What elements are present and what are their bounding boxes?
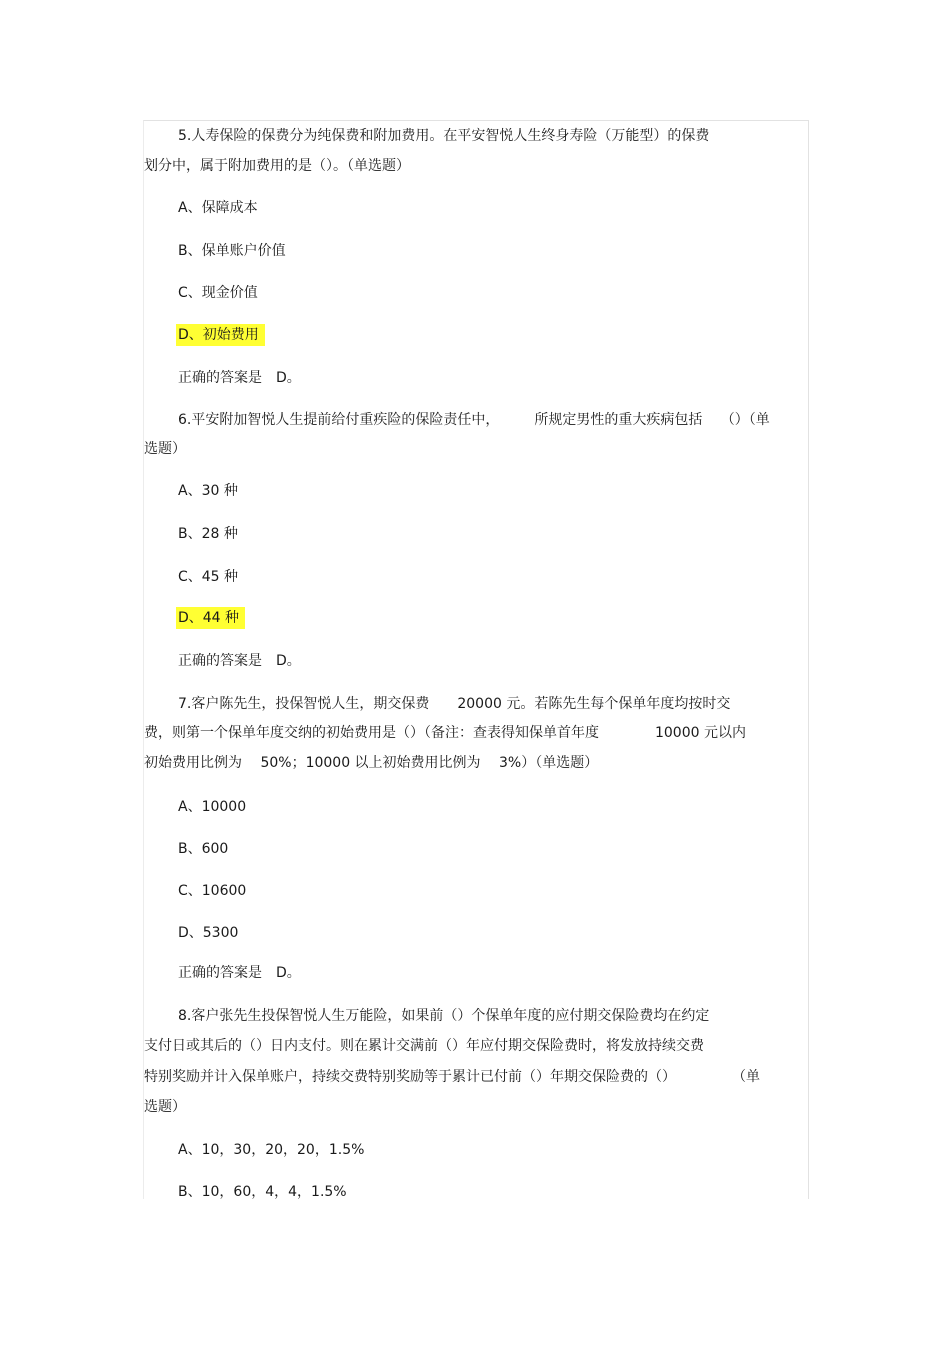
question-6-option-d-highlighted: D、44 种 (176, 607, 245, 629)
question-5-option-a: A、保障成本 (178, 200, 258, 216)
question-7-option-c: C、10600 (178, 883, 247, 899)
question-7-line-2: 费，则第一个保单年度交纳的初始费用是（）（备注：查表得知保单首年度 10000 元以内 (144, 725, 746, 741)
question-5-line-2: 划分中，属于附加费用的是（）。（单选题） (144, 158, 410, 174)
question-7-option-a: A、10000 (178, 799, 247, 815)
question-6-option-b: B、28 种 (178, 526, 238, 542)
question-7-option-d: D、5300 (178, 925, 239, 941)
question-8-option-b: B、10，60，4，4，1.5% (178, 1184, 347, 1200)
question-8-line-2: 支付日或其后的（）日内支付。则在累计交满前（）年应付期交保险费时，将发放持续交费 (144, 1038, 704, 1054)
question-7-line-1: 7.客户陈先生，投保智悦人生，期交保费 20000 元。若陈先生每个保单年度均按时交 (178, 696, 731, 712)
question-7-line-3: 初始费用比例为 50%；10000 以上初始费用比例为 3%）（单选题） (144, 755, 599, 771)
question-6-option-c: C、45 种 (178, 569, 239, 585)
question-8-option-a: A、10，30，20，20，1.5% (178, 1142, 365, 1158)
question-8-line-4: 选题） (144, 1099, 186, 1115)
question-5-option-c: C、现金价值 (178, 285, 258, 301)
question-5-option-b: B、保单账户价值 (178, 243, 286, 259)
question-6-answer: 正确的答案是 D。 (178, 653, 301, 669)
question-5-answer: 正确的答案是 D。 (178, 370, 301, 386)
question-6-line-2: 选题） (144, 441, 186, 457)
question-6-option-a: A、30 种 (178, 483, 238, 499)
question-5-line-1: 5.人寿保险的保费分为纯保费和附加费用。在平安智悦人生终身寿险（万能型）的保费 (178, 128, 710, 144)
question-7-option-b: B、600 (178, 841, 229, 857)
question-8-line-3: 特别奖励并计入保单账户，持续交费特别奖励等于累计已付前（）年期交保险费的（） （单 (144, 1069, 760, 1085)
question-6-line-1: 6.平安附加智悦人生提前给付重疾险的保险责任中， 所规定男性的重大疾病包括 （）（单 (178, 412, 770, 428)
question-5-option-d-highlighted: D、初始费用 (176, 324, 265, 346)
question-7-answer: 正确的答案是 D。 (178, 965, 301, 981)
question-8-line-1: 8.客户张先生投保智悦人生万能险，如果前（）个保单年度的应付期交保险费均在约定 (178, 1008, 710, 1024)
